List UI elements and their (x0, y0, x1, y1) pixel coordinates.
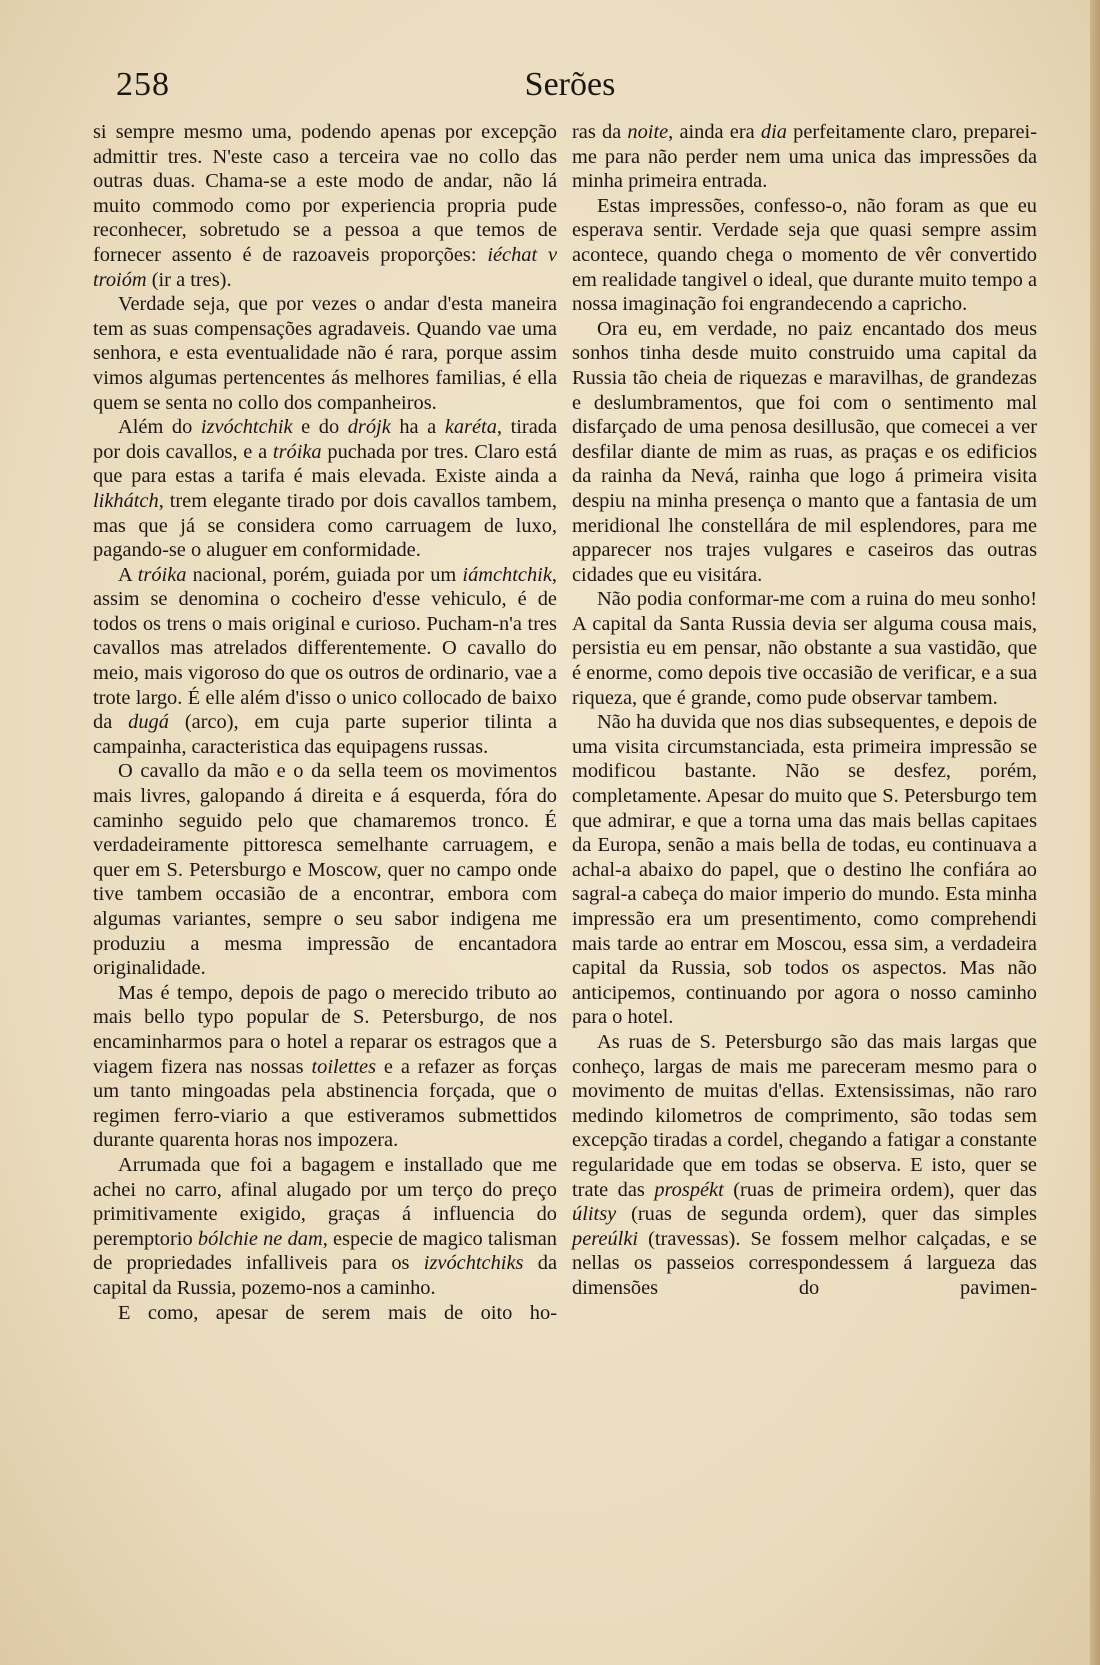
right-column (572, 120, 1037, 1301)
paragraph: Ora eu, em verdade, no paiz encantado dos meus sonhos tinha desde muito construido uma capital da Russia tão cheia de riquezas e maravilhas, de grandezas e deslumbramentos, que foi com o sentimento mal disfarçado de uma penosa desillusão, que comecei a ver desfilar diante de mim as ruas, as praças e os edificios da rainha da Nevá, rainha que logo á primeira visita despiu na minha presença o manto que a fantasia de um meridional lhe constellára de mil esplendores, para me apparecer nos trajes vulgares e caseiros das outras cidades que eu visitára. (572, 317, 1037, 586)
paragraph: Mas é tempo, depois de pago o merecido tributo ao mais bello typo popular de S. Petersburgo, de nos encaminharmos para o hotel a reparar os estragos que a viagem fizera nas nossas toilettes e a refazer as forças um tanto mingoadas pela abstinencia forçada, que o regimen ferro-viario a que estiveramos submettidos durante quarenta horas nos impozera. (93, 981, 557, 1152)
running-head: Serões (524, 66, 616, 103)
page-number: 258 (116, 66, 170, 103)
paragraph: Estas impressões, confesso-o, não foram as que eu esperava sentir. Verdade seja que quasi sempre assim acontece, quando chega o momento de vêr convertido em realidade tangivel o ideal, que durante muito tempo a nossa imaginação foi engrandecendo a capricho. (572, 194, 1037, 316)
left-column (93, 120, 557, 1325)
paragraph: Não podia conformar-me com a ruina do meu sonho! A capital da Santa Russia devia ser alguma cousa mais, persistia eu em pensar, não obstante a sua vastidão, que é enorme, como depois tive occasião de verificar, e a sua riqueza, que é grande, como pude observar tambem. (572, 588, 1037, 709)
page-edge (1090, 0, 1100, 1665)
paragraph: Além do izvóchtchik e do drójk ha a karéta, tirada por dois cavallos, e a tróika puchada por tres. Claro está que para estas a tarifa é mais elevada. Existe ainda a likhátch, trem elegante tirado por dois cavallos tambem, mas que já se considera como carruagem de luxo, pagando-se o aluguer em conformidade. (93, 416, 557, 562)
paragraph: E como, apesar de serem mais de oito ho- (118, 1301, 557, 1324)
paragraph: Não ha duvida que nos dias subsequentes, e depois de uma visita circumstanciada, esta primeira impressão se modificou bastante. Não se desfez, porém, completamente. Apesar do muito que S. Petersburgo tem que admirar, e que a torna uma das mais bellas capitaes da Europa, senão a mais bella de todas, eu continuava a achal-a abaixo do papel, que o destino lhe confiára ao sagral-a cabeça do maior imperio do mundo. Esta minha impressão era um presentimento, como comprehendi mais tarde ao entrar em Moscou, essa sim, a verdadeira capital da Russia, sob todos os aspectos. Mas não anticipemos, continuando por agora o nosso caminho para o hotel. (572, 711, 1037, 1029)
paragraph: Arrumada que foi a bagagem e installado que me achei no carro, afinal alugado por um terço do preço primitivamente exigido, graças á influencia do peremptorio bólchie ne dam, especie de magico talisman de propriedades infalliveis para os izvóchtchiks da capital da Russia, pozemo-nos a caminho. (93, 1153, 557, 1299)
paragraph: Verdade seja, que por vezes o andar d'esta maneira tem as suas compensações agradaveis. Quando vae uma senhora, e esta eventualidade não é rara, porque assim vimos algumas pertencentes ás melhores familias, é ella quem se senta no collo dos companheiros. (93, 293, 557, 414)
paragraph: ras da noite, ainda era dia perfeitamente claro, preparei-me para não perder nem uma unica das impressões da minha primeira entrada. (572, 121, 1037, 193)
paragraph: A tróika nacional, porém, guiada por um iámchtchik, assim se denomina o cocheiro d'esse vehiculo, é de todos os trens o mais original e curioso. Pucham-n'a tres cavallos mas atrelados differentemente. O cavallo do meio, mais vigoroso do que os outros de ordinario, vae a trote largo. É elle além d'isso o unico collocado de baixo da dugá (arco), em cuja parte superior tilinta a campainha, caracteristica das equipagens russas. (93, 563, 557, 758)
page-header (0, 60, 1100, 110)
paragraph: O cavallo da mão e o da sella teem os movimentos mais livres, galopando á direita e á esquerda, fóra do caminho seguido pelo que chamaremos tronco. É verdadeiramente pittoresca semelhante carruagem, e quer em S. Petersburgo e Moscow, quer no campo onde tive tambem occasião de a encontrar, embora com algumas variantes, sempre o seu sabor indigena me produziu a mesma impressão de encantadora originalidade. (93, 760, 557, 980)
paragraph: As ruas de S. Petersburgo são das mais largas que conheço, largas de mais me pareceram mesmo para o movimento de muitas d'ellas. Extensissimas, não raro medindo kilometros de comprimento, são todas sem excepção tiradas a cordel, chegando a fatigar a constante regularidade que em todas se observa. E isto, quer se trate das prospékt (ruas de primeira ordem), quer das úlitsy (ruas de segunda ordem), quer das simples pereúlki (travessas). Se fossem melhor calçadas, e se nellas os passeios correspondessem á largueza das dimensões do pavimen- (572, 1030, 1037, 1299)
paragraph: si sempre mesmo uma, podendo apenas por excepção admittir tres. N'este caso a terceira vae no collo das outras duas. Chama-se a este modo de andar, não lá muito commodo como por experiencia propria pude reconhecer, sobretudo se a pessoa a que temos de fornecer assento é de razoaveis proporções: iéchat v troióm (ir a tres). (93, 121, 557, 291)
